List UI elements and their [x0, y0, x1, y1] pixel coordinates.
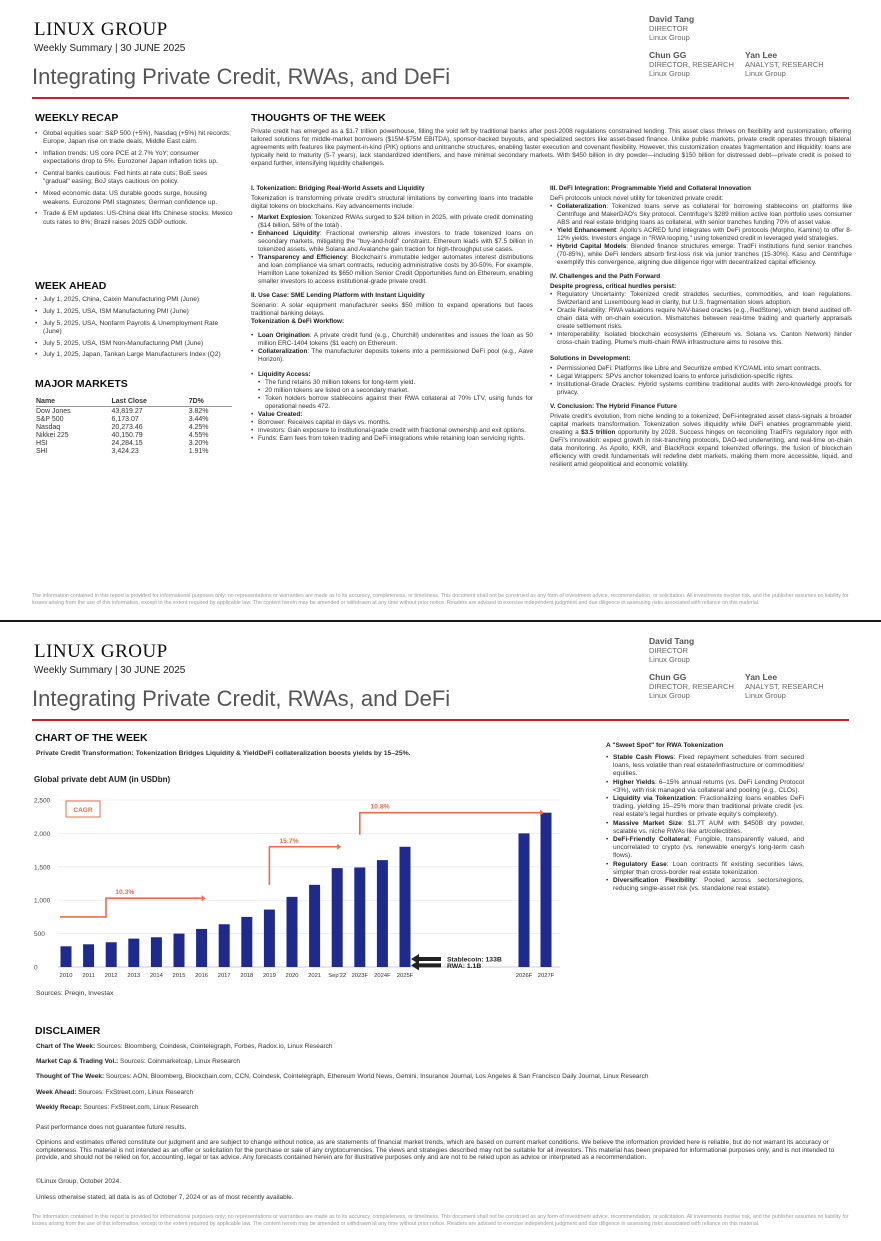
section-heading: III. DeFi Integration: Programmable Yield and Collateral Innovation: [550, 185, 751, 192]
x-tick-label: 2021: [308, 973, 322, 979]
y-tick-label: 500: [34, 931, 45, 939]
x-tick-label: 2010: [59, 973, 73, 979]
bar: [196, 929, 207, 967]
cagr-label: 10.8%: [370, 803, 390, 811]
cagr-arrow-2: [269, 847, 337, 885]
bar: [151, 937, 162, 967]
thoughts-intro: Private credit has emerged as a $1.7 trillion powerhouse, filling the void left by traditional banks after post-2008 regulations constrained lending. This asset class thrives on flexibility and customization, offering tailored solutions for middle-market borrowers ($15M-$75M EBITDA), sponsor-backed buyouts, and specialized sectors like asset-based finance. Unlike public markets, private credit operates through bilateral agreements with features like payment-in-kind (PIK) options and unitranche structures, enabling faster execution and covenant flexibility. However, this customization creates fragmentation and illiquidity: loans are typically held to maturity (5-7 years), lack standardized identifiers, and have minimal secondary markets. With $450 billion in dry powder—including $150 billion for distressed debt—private credit is poised to expand further, intensifying liquidity challenges.: [251, 128, 851, 167]
list-item: • Collateralization: The manufacturer deposits tokens into a permissioned DeFi pool (e.g., Aave Horizon).: [251, 348, 533, 364]
list-item: • Investors: Gain exposure to institutional-grade credit with fractional ownership and exit options.: [251, 427, 533, 435]
list-item: • Legal Wrappers: SPVs anchor tokenized loans to enforce jurisdiction-specific rights.: [550, 373, 852, 381]
x-tick-label: 2023F: [351, 973, 369, 979]
list-item: • Yield Enhancement: Apollo's ACRED fund integrates with DeFi protocols (Morpho, Kamino) to offer 8-12% yields. Investors engage in "RWA looping," using tokenized credit in leveraged yield strategies.: [550, 227, 852, 243]
chart-source: Sources: Preqin, Investax: [36, 990, 114, 997]
recap-item: • Global equities soar: S&P 500 (+5%), Nasdaq (+5%) hit records; Europe, Japan rise on trade deals, Middle East calm.: [35, 130, 233, 147]
bar: [541, 813, 552, 967]
bar: [264, 910, 275, 967]
cagr-arrow-3: [360, 813, 540, 835]
recap-item: • Mixed economic data: US durable goods surge, housing weakens. Eurozone PMI stagnates; German confidence up.: [35, 190, 233, 207]
week-ahead-list: [35, 296, 233, 363]
author-1: David Tang DIRECTOR Linux Group: [649, 636, 695, 664]
table-row: HSI 24,284.15 3.20%: [36, 439, 209, 447]
x-tick-label: 2017: [217, 973, 231, 979]
disclaimer-text: ©Linux Group, October 2024.: [36, 1178, 122, 1185]
recap-list: [35, 130, 233, 230]
report-subtitle: Weekly Summary | 30 JUNE 2025: [34, 665, 186, 676]
bar: [377, 860, 388, 967]
x-tick-label: 2018: [240, 973, 254, 979]
sweet-spot-list: [606, 754, 804, 893]
x-tick-label: 2027F: [537, 973, 555, 979]
table-row: SHI 3,424.23 1.91%: [36, 447, 209, 455]
bar: [174, 934, 185, 967]
author-2: Chun GG DIRECTOR, RESEARCH Linux Group: [649, 50, 734, 78]
section-heading: I. Tokenization: Bridging Real-World Assets and Liquidity: [251, 185, 425, 192]
markets-table: [36, 397, 232, 455]
list-item: • Oracle Reliability: RWA valuations require NAV-based oracles (e.g., RedStone), which blend audited off-chain data with on-chain execution. Mismatches between real-time trading and quarterly appraisals create settlement risks.: [550, 307, 852, 331]
x-tick-label: 2015: [172, 973, 186, 979]
week-ahead-heading: WEEK AHEAD: [35, 280, 107, 292]
list-item: • Funds: Earn fees from token trading and DeFi integrations while retaining loan servicing rights.: [251, 435, 533, 443]
recap-item: • Trade & EM updates: US-China deal lifts Chinese stocks. Mexico cuts rates to 8%; Brazil raises 2025 GDP outlook.: [35, 210, 233, 227]
table-row: Nasdaq 20,273.46 4.25%: [36, 423, 209, 431]
x-tick-label: 2020: [285, 973, 299, 979]
thoughts-heading: THOUGHTS OF THE WEEK: [251, 112, 386, 124]
list-item: • Borrower: Receives capital in days vs. months.: [251, 419, 533, 427]
report-subtitle: Weekly Summary | 30 JUNE 2025: [34, 43, 186, 54]
list-item: • Higher Yields: 6–15% annual returns (vs. DeFi Lending Protocol <3%), with risk managed via collateral and pooling (e.g., CLOs).: [606, 779, 804, 795]
bar: [128, 939, 139, 967]
arrowhead: [337, 844, 341, 850]
event-item: • July 1, 2025, Japan, Tankan Large Manufacturers Index (Q2): [35, 351, 233, 359]
markets-heading: MAJOR MARKETS: [35, 378, 128, 390]
author-3: Yan Lee ANALYST, RESEARCH Linux Group: [745, 50, 824, 78]
chart-title: Global private debt AUM (in USDbn): [34, 775, 171, 784]
list-item: • Institutional-Grade Oracles: Hybrid systems combine traditional audits with zero-knowledge proofs for privacy.: [550, 381, 852, 397]
y-tick-label: 2,500: [34, 797, 51, 805]
list-item: • Permissioned DeFi: Platforms like Libre and Securitize embed KYC/AML into smart contracts.: [550, 365, 852, 373]
bar: [519, 833, 530, 967]
recap-item: • Central banks cautious: Fed hints at rate cuts; BoE sees "gradual" easing; BoJ stays cautious on policy.: [35, 170, 233, 187]
y-tick-label: 0: [34, 964, 38, 972]
x-tick-label: 2012: [104, 973, 118, 979]
bar: [83, 944, 94, 967]
list-item: • Enhanced Liquidity: Fractional ownership allows investors to trade tokenized loans on secondary markets, mitigating the "buy-and-hold" constraint. Ethereum leads with $7.5 billion in tokenized assets, while Solana and Avalanche gain traction for high-throughput use cases.: [251, 230, 533, 254]
table-header-row: [36, 397, 232, 407]
author-1: David Tang DIRECTOR Linux Group: [649, 14, 695, 42]
list-item: • Diversification Flexibility: Pooled across sectors/regions, reducing single-asset risk (vs. standalone real estate).: [606, 877, 804, 893]
x-tick-label: 2026F: [515, 973, 533, 979]
chart-heading: CHART OF THE WEEK: [35, 732, 148, 744]
list-item: • Token holders borrow stablecoins against their RWA collateral at 70% LTV, using funds for operational needs 472.: [251, 395, 533, 411]
thoughts-left-column: I. Tokenization: Bridging Real-World Assets and Liquidity Tokenization is transforming private credit's structural limitations by converting loans into tradable digital tokens on blockchains. Key advancements include: • Market Explosion: Tokenized RWAs surged to $24 billion in 2025, with private credit dominating ($14 billion, 58% of the total) . • Enhanced Liquidity: Fractional ownership allows investors to trade tokenized loans on secondary markets, mitigating the "buy-and-hold" constraint. Ethereum leads with $7.5 billion in tokenized assets, while Solana and Avalanche gain traction for high-throughput use cases. • Transparency and Efficiency: Blockchain's immutable ledger automates interest distributions and loan compliance via smart contracts, reducing administrative costs by 30-50%. For example, Hamilton Lane tokenized its $650 million Senior Credit Opportunities fund on Ethereum, enabling smaller investors to access institutional-grade private credit. II. Use Case: SME Lending Platform with Instant Liquidity Scenario: A solar equipment manufacturer seeks $50 million to expand operations but faces traditional banking delays. Tokenization & DeFi Workflow: • Loan Origination: A private credit fund (e.g., Churchill) underwrites and issues the loan as 50 million ERC-1404 tokens ($1 each) on Ethereum. • Collateralization: The manufacturer deposits tokens into a permissioned DeFi pool (e.g., Aave Horizon). • Liquidity Access: • The fund retains 30 million tokens for long-term yield. • 20 million tokens are listed on a secondary market. • Token holders borrow stablecoins against their RWA collateral at 70% LTV, using funds for operational needs 472. • Value Created: • Borrower: Receives capital in days vs. months. • Investors: Gain exposure to institutional-grade credit with fractional ownership and exit options. • Funds: Earn fees from token trading and DeFi integrations while retaining loan servicing rights.: [251, 185, 533, 443]
bar: [61, 946, 72, 967]
x-tick-label: 2014: [149, 973, 163, 979]
disclaimer-text: Unless otherwise stated, all data is as of October 7, 2024 or as of most recently available.: [36, 1194, 294, 1201]
column-header: 7D%: [189, 397, 232, 407]
disclaimer-text: Past performance does not guarantee future results.: [36, 1124, 187, 1131]
disclaimer-line: Thought of The Week: Sources: AON, Bloomberg, Blockchain.com, CCN, Coindesk, Cointelegraph, Ethereum World News, Gemini, Insurance Journal, Los Angeles & San Francisco Daily Journal, Linux Research: [36, 1073, 649, 1080]
section-heading: V. Conclusion: The Hybrid Finance Future: [550, 403, 677, 410]
event-item: • July 1, 2025, China, Caixin Manufacturing PMI (June): [35, 296, 233, 304]
logo: LINUX GROUP: [34, 641, 168, 662]
cagr-arrow-1: [60, 898, 202, 917]
conclusion-text: Private credit's evolution, from niche lending to a tokenized, DeFi-integrated asset class-signals a broader capital markets transformation. Tokenization solves illiquidity while DeFi enables programmable yield, creating a $3.5 trillion opportunity by 2028. Success hinges on reconciling TradFi's regulatory rigor with DeFi's innovation: expect growth in risk-tranching protocols, DAO-led underwriting, and real-time on-chain data monitoring. As Apollo, KKR, and BlackRock expand tokenized offerings, the fusion of blockchain efficiency with credit fundamentals will redefine debt markets, making them more accessible, liquid, and resilient amid geopolitical and economic volatility.: [550, 413, 852, 468]
list-item: • 20 million tokens are listed on a secondary market.: [251, 387, 533, 395]
y-tick-label: 1,000: [34, 897, 51, 905]
list-item: • Regulatory Uncertainty: Tokenized credit straddles securities, commodities, and loan regulations. Switzerland and Luxembourg lead in clarity, but U.S. fragmentation slows adoption.: [550, 291, 852, 307]
x-tick-label: 2013: [127, 973, 141, 979]
page-title: Integrating Private Credit, RWAs, and DeFi: [32, 686, 451, 711]
list-item: • Interoperability: Isolated blockchain ecosystems (Ethereum vs. Solana vs. Canton Network) hinder cross-chain trading. Plume's multi-chain RWA infrastructure aims to resolve this.: [550, 331, 852, 347]
list-item: • Massive Market Size: $1.7T AUM with $450B dry powder, scalable vs. niche RWAs like art/collectibles.: [606, 820, 804, 836]
recap-heading: WEEKLY RECAP: [35, 112, 119, 124]
x-tick-label: 2016: [195, 973, 209, 979]
list-item: • Transparency and Efficiency: Blockchain's immutable ledger automates interest distributions and loan compliance via smart contracts, reducing administrative costs by 30-50%. For example, Hamilton Lane tokenized its $650 million Senior Credit Opportunities fund on Ethereum, enabling smaller investors to access institutional-grade private credit.: [251, 254, 533, 286]
x-tick-label: 2025F: [396, 973, 414, 979]
recap-item: • Inflation trends: US core PCE at 2.7% YoY; consumer expectations drop to 5%. Eurozone/ Japan inflation ticks up.: [35, 150, 233, 167]
section-heading: II. Use Case: SME Lending Platform with Instant Liquidity: [251, 292, 425, 299]
disclaimer-line: Week Ahead: Sources: FxStreet.com, Linux Research: [36, 1089, 194, 1096]
page-1: [0, 0, 881, 620]
x-tick-label: 2011: [82, 973, 95, 979]
bar: [332, 868, 343, 967]
author-3: Yan Lee ANALYST, RESEARCH Linux Group: [745, 672, 824, 700]
x-tick-label: 2024F: [374, 973, 391, 979]
table-row: Dow Jones 43,819.27 3.82%: [36, 407, 209, 415]
disclaimer-heading: DISCLAIMER: [35, 1025, 101, 1037]
title-rule: [32, 719, 849, 721]
y-tick-label: 1,500: [34, 864, 51, 872]
list-item: • DeFi-Friendly Collateral: Fungible, transparently valued, and uncorrelated to crypto (vs. renewable energy's long-term cash flows).: [606, 836, 804, 861]
event-item: • July 1, 2025, USA, ISM Manufacturing PMI (June): [35, 308, 233, 316]
annotation-arrow: [411, 954, 441, 964]
page-title: Integrating Private Credit, RWAs, and DeFi: [32, 64, 451, 89]
x-tick-label: Sep'22: [328, 973, 347, 979]
y-tick-label: 2,000: [34, 830, 51, 838]
list-item: • Stable Cash Flows: Fixed repayment schedules from secured loans, less volatile than real estate/infrastructure or commodities/ equities.: [606, 754, 804, 779]
list-item: • Liquidity via Tokenization: Fractionalizing loans enables DeFi trading, yielding 15–25% more than traditional private credit (vs. real estate's legal hurdles or private equity's complexity).: [606, 795, 804, 820]
bar: [106, 942, 117, 967]
cagr-label: 15.7%: [279, 837, 299, 845]
list-item: • Loan Origination: A private credit fund (e.g., Churchill) underwrites and issues the loan as 50 million ERC-1404 tokens ($1 each) on Ethereum.: [251, 332, 533, 348]
list-item: • Value Created:: [251, 411, 533, 419]
private-debt-chart: [30, 770, 570, 990]
disclaimer-line: Weekly Recap: Sources: FxStreet.com, Linux Research: [36, 1104, 199, 1111]
footer-note: The information contained in this report is provided for informational purposes only; no representations or warranties are made as to its accuracy, completeness, or timeliness. This document shall not be construed as any form of investment advice, recommendation, or solicitation. All investments involve risk, and the publisher assumes no liability for losses arising from the use of this information, except to the extent required by applicable law. The content herein may be amended or withdrawn at any time without prior notice. Readers are advised to exercise independent judgment and due diligence in assessing risks associated with reliance on this material.: [32, 1214, 849, 1227]
bar: [287, 897, 298, 967]
logo: LINUX GROUP: [34, 19, 168, 40]
table-row: S&P 500 6,173.07 3.44%: [36, 415, 209, 423]
section-heading: Solutions in Development:: [550, 355, 631, 362]
cagr-legend-label: CAGR: [73, 807, 93, 814]
title-rule: [32, 97, 849, 99]
list-item: • Market Explosion: Tokenized RWAs surged to $24 billion in 2025, with private credit dominating ($14 billion, 58% of the total) .: [251, 214, 533, 230]
author-2: Chun GG DIRECTOR, RESEARCH Linux Group: [649, 672, 734, 700]
list-item: • Collateralization: Tokenized loans serve as collateral for borrowing stablecoins on platforms like Centrifuge and MakerDAO's Sky protocol. Centrifuge's $289 million active loan portfolio uses consumer ABS and real estate bridging loans as collateral, with senior tranches funding 70% of asset value.: [550, 203, 852, 227]
bar: [309, 885, 320, 967]
disclaimer-line: Market Cap & Trading Vol.: Sources: Coinmarketcap, Linux Research: [36, 1058, 240, 1065]
x-tick-label: 2019: [262, 973, 276, 979]
disclaimer-text: Opinions and estimates offered constitute our judgment and are subject to change without notice, as are statements of financial market trends, which are based on current market conditions. We believe the information provided here is reliable, but do not warrant its accuracy or completeness. This material is not intended as an offer or solicitation for the purchase or sale of any cryptocurrencies. The views and strategies described may not be suitable for all investors. This material has been prepared for informational purposes only, and is not intended to provide, and should not be relied on for, accounting, legal or tax advice. Any forecasts contained herein are for illustrative purposes only and are not to be relied upon as advice or interpreted as a recommendation.: [36, 1139, 835, 1162]
list-item: • Liquidity Access:: [251, 371, 533, 379]
annotation-label: RWA: 1.1B: [447, 962, 482, 970]
column-header: Last Close: [112, 397, 189, 407]
thoughts-right-column: III. DeFi Integration: Programmable Yield and Collateral Innovation DeFi protocols unlock novel utility for tokenized private credit: • Collateralization: Tokenized loans serve as collateral for borrowing stablecoins on platforms like Centrifuge and MakerDAO's Sky protocol. Centrifuge's $289 million active loan portfolio uses consumer ABS and real estate bridging loans as collateral, with senior tranches funding 70% of asset value. • Yield Enhancement: Apollo's ACRED fund integrates with DeFi protocols (Morpho, Kamino) to offer 8-12% yields. Investors engage in "RWA looping," using tokenized credit in leveraged yield strategies. • Hybrid Capital Models: Blended finance structures emerge: TradFi institutions fund senior tranches (70-85%), while DeFi lenders absorb first-loss risk via junior tranches (15-30%). Kasu and Centrifuge exemplify this convergence, aligning due diligence rigor with decentralized capital efficiency. IV. Challenges and the Path Forward Despite progress, critical hurdles persist: • Regulatory Uncertainty: Tokenized credit straddles securities, commodities, and loan regulations. Switzerland and Luxembourg lead in clarity, but U.S. fragmentation slows adoption. • Oracle Reliability: RWA valuations require NAV-based oracles (e.g., RedStone), which blend audited off-chain data with on-chain execution. Mismatches between real-time trading and quarterly appraisals create settlement risks. • Interoperability: Isolated blockchain ecosystems (Ethereum vs. Solana vs. Canton Network) hinder cross-chain trading. Plume's multi-chain RWA infrastructure aims to resolve this. Solutions in Development: • Permissioned DeFi: Platforms like Libre and Securitize embed KYC/AML into smart contracts. • Legal Wrappers: SPVs anchor tokenized loans to enforce jurisdiction-specific rights. • Institutional-Grade Oracles: Hybrid systems combine traditional audits with zero-knowledge proofs for privacy. V. Conclusion: The Hybrid Finance Future Private credit's evolution, from niche lending to a tokenized, DeFi-integrated asset class-signals a broader capital markets transformation. Tokenization solves illiquidity while DeFi enables programmable yield, creating a $3.5 trillion opportunity by 2028. Success hinges on reconciling TradFi's regulatory rigor with DeFi's innovation: expect growth in risk-tranching protocols, DAO-led underwriting, and real-time on-chain data monitoring. As Apollo, KKR, and BlackRock expand tokenized offerings, the fusion of blockchain efficiency with credit fundamentals will redefine debt markets, making them more accessible, liquid, and resilient amid geopolitical and economic volatility.: [550, 185, 852, 472]
event-item: • July 5, 2025, USA, ISM Non-Manufacturing PMI (June): [35, 340, 233, 348]
bar: [219, 924, 230, 967]
bar: [354, 867, 365, 967]
chart-subtitle: Private Credit Transformation: Tokenization Bridges Liquidity & YieldDeFi collateralization boosts yields by 15–25%.: [36, 750, 411, 757]
cagr-label: 10.3%: [115, 889, 135, 897]
annotation-arrow: [411, 960, 441, 970]
list-item: • Hybrid Capital Models: Blended finance structures emerge: TradFi institutions fund senior tranches (70-85%), while DeFi lenders absorb first-loss risk via junior tranches (15-30%). Kasu and Centrifuge exemplify this convergence, aligning due diligence rigor with decentralized capital efficiency.: [550, 243, 852, 267]
event-item: • July 5, 2025, USA, Nonfarm Payrolls & Unemployment Rate (June): [35, 320, 233, 337]
list-item: • The fund retains 30 million tokens for long-term yield.: [251, 379, 533, 387]
list-item: • Regulatory Ease: Loan contracts fit existing securities laws, simpler than cross-border real estate tokenization.: [606, 861, 804, 877]
column-header: Name: [36, 397, 112, 407]
bar: [241, 917, 252, 967]
sweet-spot-heading: A "Sweet Spot" for RWA Tokenization: [606, 742, 724, 749]
section-heading: IV. Challenges and the Path Forward: [550, 273, 661, 280]
footer-note: The information contained in this report is provided for informational purposes only; no representations or warranties are made as to its accuracy, completeness, or timeliness. This document shall not be construed as any form of investment advice, recommendation, or solicitation. All investments involve risk, and the publisher assumes no liability for losses arising from the use of this information, except to the extent required by applicable law. The content herein may be amended or withdrawn at any time without prior notice. Readers are advised to exercise independent judgment and due diligence in assessing risks associated with reliance on this material.: [32, 593, 849, 606]
bar: [400, 847, 411, 967]
table-row: Nikkei 225 40,150.79 4.55%: [36, 431, 209, 439]
disclaimer-line: Chart of The Week: Sources: Bloomberg, Coindesk, Cointelegraph, Forbes, Radox.io, Linux Research: [36, 1043, 333, 1050]
annotation-label: Stablecoin: 133B: [447, 956, 502, 964]
